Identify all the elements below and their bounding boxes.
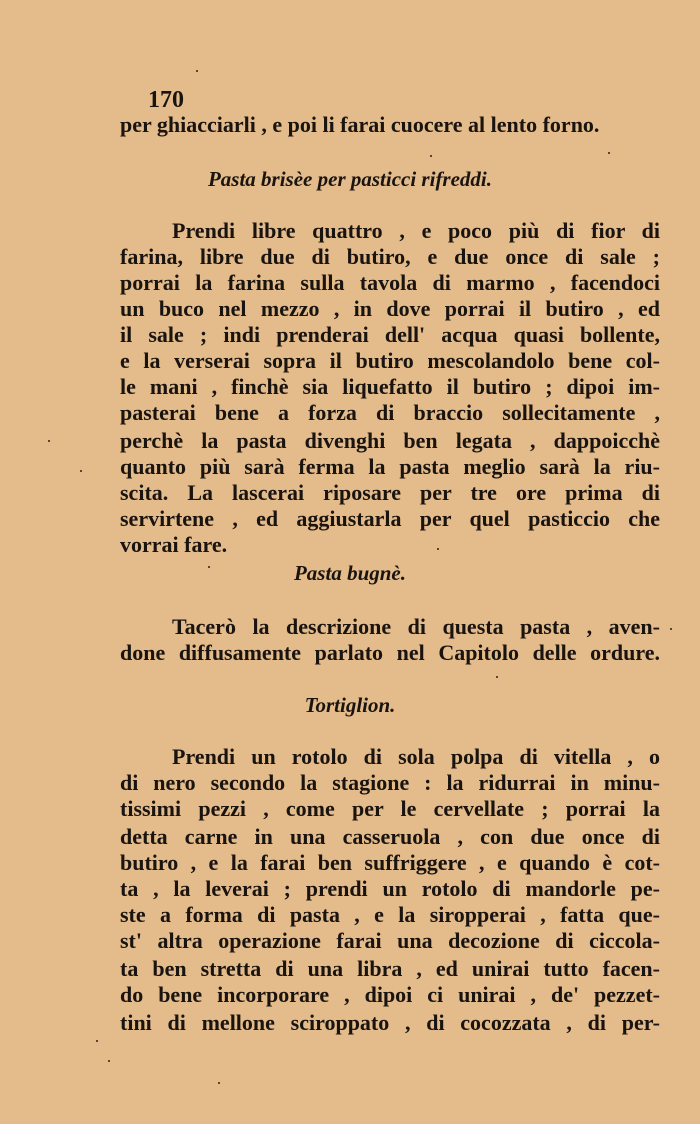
opening-line: per ghiacciarli , e poi li farai cuocere al lento forno. bbox=[120, 112, 600, 137]
page-number: 170 bbox=[148, 87, 184, 113]
print-speck bbox=[96, 1040, 98, 1042]
paragraph-line: le mani , finchè sia liquefatto il butiro ; dipoi im- bbox=[120, 374, 660, 399]
paragraph-line: farina, libre due di butiro, e due once di sale ; bbox=[120, 244, 660, 269]
paragraph-line: ta ben stretta di una libra , ed unirai tutto facen- bbox=[120, 956, 660, 981]
paragraph-line: perchè la pasta divenghi ben legata , dappoicchè bbox=[120, 428, 660, 453]
print-speck bbox=[496, 676, 498, 678]
paragraph-line: ta , la leverai ; prendi un rotolo di mandorle pe- bbox=[120, 876, 660, 901]
paragraph-line: un buco nel mezzo , in dove porrai il butiro , ed bbox=[120, 296, 660, 321]
paragraph-line: scita. La lascerai riposare per tre ore prima di bbox=[120, 480, 660, 505]
print-speck bbox=[608, 152, 610, 154]
print-speck bbox=[196, 70, 198, 72]
paragraph-line: quanto più sarà ferma la pasta meglio sarà la riu- bbox=[120, 454, 660, 479]
section-heading-pasta-bugne: Pasta bugnè. bbox=[293, 561, 406, 585]
paragraph-line: e la verserai sopra il butiro mescolandolo bene col- bbox=[120, 348, 660, 373]
paragraph-line: servirtene , ed aggiustarla per quel pasticcio che bbox=[120, 506, 660, 531]
print-speck bbox=[48, 440, 50, 442]
print-speck bbox=[437, 548, 439, 550]
paragraph-line: Prendi un rotolo di sola polpa di vitella , o bbox=[172, 744, 660, 769]
paragraph-line: vorrai fare. bbox=[120, 532, 228, 557]
print-speck bbox=[430, 155, 432, 157]
section-heading-pasta-brisee: Pasta brisèe per pasticci rifreddi. bbox=[207, 167, 493, 191]
paragraph-line: Tacerò la descrizione di questa pasta , aven- bbox=[172, 614, 660, 639]
paragraph-line: butiro , e la farai ben suffriggere , e quando è cot- bbox=[120, 850, 660, 875]
paragraph-line: do bene incorporare , dipoi ci unirai , de' pezzet- bbox=[120, 982, 660, 1007]
paragraph-line: pasterai bene a forza di braccio sollecitamente , bbox=[120, 400, 660, 425]
print-speck bbox=[218, 1082, 220, 1084]
paragraph-line: porrai la farina sulla tavola di marmo , facendoci bbox=[120, 270, 660, 295]
paragraph-line: di nero secondo la stagione : la ridurrai in minu- bbox=[120, 770, 660, 795]
paragraph-line: tini di mellone sciroppato , di cocozzata , di per- bbox=[120, 1010, 660, 1035]
paragraph-line: Prendi libre quattro , e poco più di fior di bbox=[172, 218, 660, 243]
section-heading-tortiglion: Tortiglion. bbox=[304, 693, 396, 717]
print-speck bbox=[108, 1060, 110, 1062]
print-speck bbox=[670, 628, 672, 630]
paragraph-line: detta carne in una casseruola , con due once di bbox=[120, 824, 660, 849]
paragraph-line: il sale ; indi prenderai dell' acqua quasi bollente, bbox=[120, 322, 660, 347]
paragraph-line: done diffusamente parlato nel Capitolo delle ordure. bbox=[120, 640, 660, 665]
paragraph-line: st' altra operazione farai una decozione di ciccola- bbox=[120, 928, 660, 953]
paragraph-line: ste a forma di pasta , e la siropperai , fatta que- bbox=[120, 902, 660, 927]
print-speck bbox=[208, 566, 210, 568]
paragraph-line: tissimi pezzi , come per le cervellate ; porrai la bbox=[120, 796, 660, 821]
print-speck bbox=[80, 470, 82, 472]
